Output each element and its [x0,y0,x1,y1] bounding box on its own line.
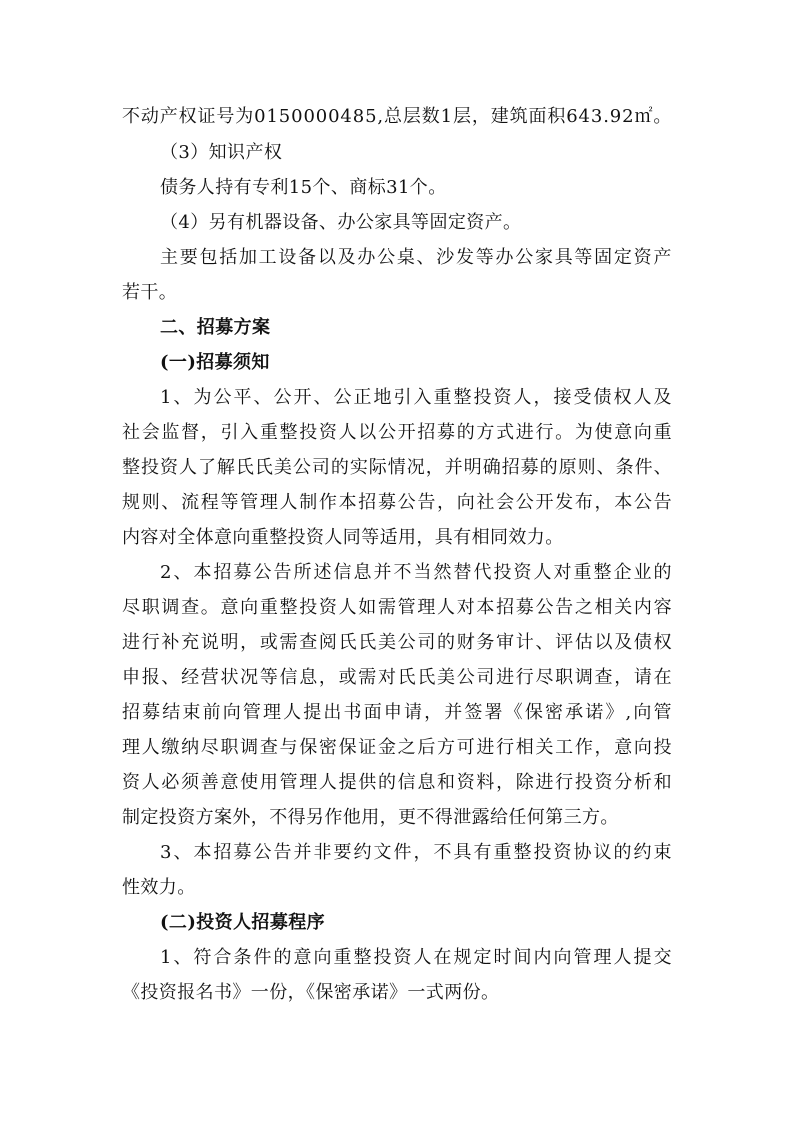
paragraph-2-line-1: 2 、 本 招 募 公 告 所 述 信 息 并 不 当 然 替 代 投 资 人 对 重 整 企 业 的 [160,562,672,583]
section-heading-fixed-assets: （4）另有机器设备、办公家具等固定资产。 [160,212,522,233]
paragraph-1-line-4: 规 则 、 流 程 等 管 理 人 制 作 本 招 募 公 告 ， 向 社 会 公 开 发 布 ， 本 公 告 [122,492,672,513]
chapter-heading-recruitment-plan: 二、招募方案 [160,317,271,338]
paragraph-3-line-2: 性效力。 [122,877,196,898]
paragraph-2-line-8: 制定投资方案外，不得另作他用，更不得泄露给任何第三方。 [122,807,619,828]
section-heading-intellectual-property: （3）知识产权 [160,142,283,163]
paragraph-2-line-5: 招 募 结 束 前 向 管 理 人 提 出 书 面 申 请 ， 并 签 署 《 保 密 承 诺 》 , 向 管 [122,702,672,723]
section-heading-recruitment-notice: (一)招募须知 [160,352,270,373]
paragraph-3-line-1: 3 、 本 招 募 公 告 并 非 要 约 文 件 ， 不 具 有 重 整 投 资 协 议 的 约 束 [160,842,672,863]
paragraph-2-line-6: 理 人 缴 纳 尽 职 调 查 与 保 密 保 证 金 之 后 方 可 进 行 相 关 工 作 ， 意 向 投 [122,737,672,758]
paragraph-1-line-2: 社 会 监 督 ， 引 入 重 整 投 资 人 以 公 开 招 募 的 方 式 进 行 。 为 使 意 向 重 [122,422,672,443]
procedure-line-1: 1 、 符 合 条 件 的 意 向 重 整 投 资 人 在 规 定 时 间 内 向 管 理 人 提 交 [160,947,672,968]
body-line-1: 不 动 产 权 证 号 为 0 1 5 0 0 0 0 4 8 5 , 总 层 数 1 层 ， 建 筑 面 积 6 4 3 . 9 2 ㎡ 。 [122,106,672,127]
body-line-assets: 主 要 包 括 加 工 设 备 以 及 办 公 桌 、 沙 发 等 办 公 家 具 等 固 定 资 产 [160,247,672,268]
paragraph-1-line-5: 内容对全体意向重整投资人同等适用，具有相同效力。 [122,527,564,548]
procedure-line-2: 《投资报名书》一份，《保密承诺》一式两份。 [122,982,500,1003]
paragraph-2-line-2: 尽 职 调 查 。 意 向 重 整 投 资 人 如 需 管 理 人 对 本 招 募 公 告 之 相 关 内 容 [122,597,672,618]
paragraph-2-line-7: 资 人 必 须 善 意 使 用 管 理 人 提 供 的 信 息 和 资 料 ， 除 进 行 投 资 分 析 和 [122,772,672,793]
body-line-assets-cont: 若干。 [122,282,178,303]
body-line-patents: 债务人持有专利15个、商标31个。 [160,177,447,198]
paragraph-1-line-1: 1 、 为 公 平 、 公 开 、 公 正 地 引 入 重 整 投 资 人 ， 接 受 债 权 人 及 [160,387,672,408]
section-heading-recruitment-procedure: (二)投资人招募程序 [160,912,326,933]
paragraph-1-line-3: 整 投 资 人 了 解 氏 氏 美 公 司 的 实 际 情 况 ， 并 明 确 招 募 的 原 则 、 条 件 、 [122,457,672,478]
paragraph-2-line-4: 申 报 、 经 营 状 况 等 信 息 ， 或 需 对 氏 氏 美 公 司 进 行 尽 职 调 查 ， 请 在 [122,667,672,688]
paragraph-2-line-3: 进 行 补 充 说 明 ， 或 需 查 阅 氏 氏 美 公 司 的 财 务 审 计 、 评 估 以 及 债 权 [122,632,672,653]
